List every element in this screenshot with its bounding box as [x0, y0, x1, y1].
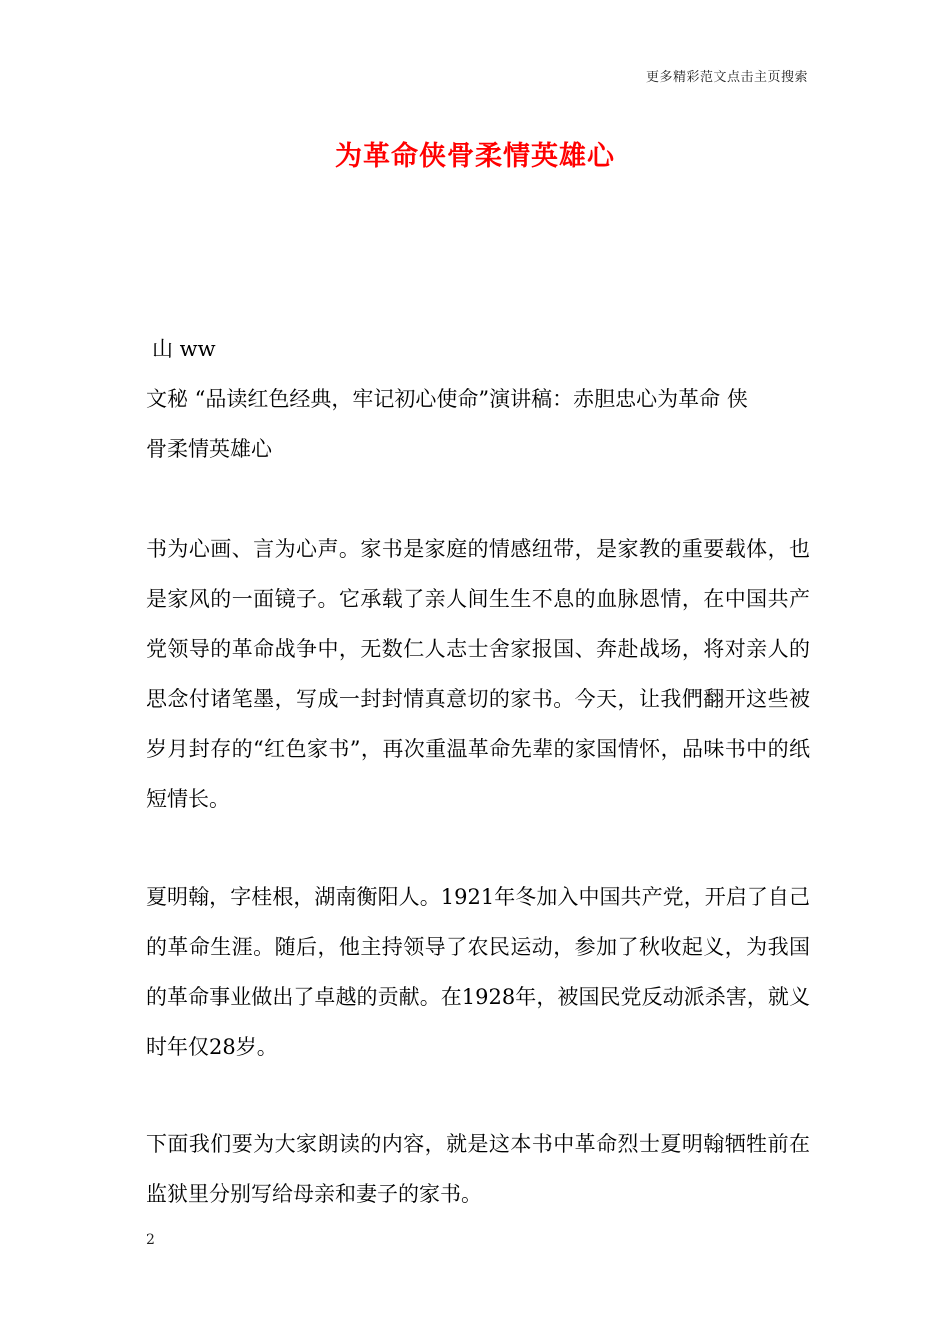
body-paragraph — [146, 524, 810, 824]
paragraph-text: 书为心画、言为心声。家书是家庭的情感纽带，是家教的重要载体，也是家风的一面镜子。它承载了亲人间生生不息的血脉恩情，在中国共产党领导的革命战争中，无数仁人志士舍家报国、奔赴战场，将对亲人的思念付诸笔墨，写成一封封情真意切的家书。今天，让我們翻开这些被岁月封存的“红色家书”，再次重温革命先辈的家国情怀，品味书中的纸短情长。 — [146, 537, 810, 811]
body-paragraph — [146, 1119, 810, 1219]
body-paragraph — [146, 872, 810, 1072]
page-number: 2 — [146, 1232, 155, 1248]
paragraph-text: 下面我们要为大家朗读的内容，就是这本书中革命烈士夏明翰牺牲前在监狱里分别写给母亲和妻子的家书。 — [146, 1132, 810, 1206]
document-title: 为革命侠骨柔情英雄心 — [335, 141, 615, 172]
meta-line-subtitle-continued: 骨柔情英雄心 — [146, 437, 272, 461]
meta-line-subtitle: 文秘 “品读红色经典，牢记初心使命”演讲稿：赤胆忠心为革命 侠 — [146, 387, 748, 411]
meta-line-author: 山 ww — [152, 337, 216, 361]
header-note: 更多精彩范文点击主页搜索 — [645, 70, 808, 85]
paragraph-text: 夏明翰，字桂根，湖南衡阳人。1921年冬加入中国共产党，开启了自己的革命生涯。随后，他主持领导了农民运动，参加了秋收起义，为我国的革命事业做出了卓越的贡献。在1928年，被国民党反动派杀害，就义时年仅28岁。 — [146, 885, 810, 1059]
document-meta — [146, 324, 810, 474]
